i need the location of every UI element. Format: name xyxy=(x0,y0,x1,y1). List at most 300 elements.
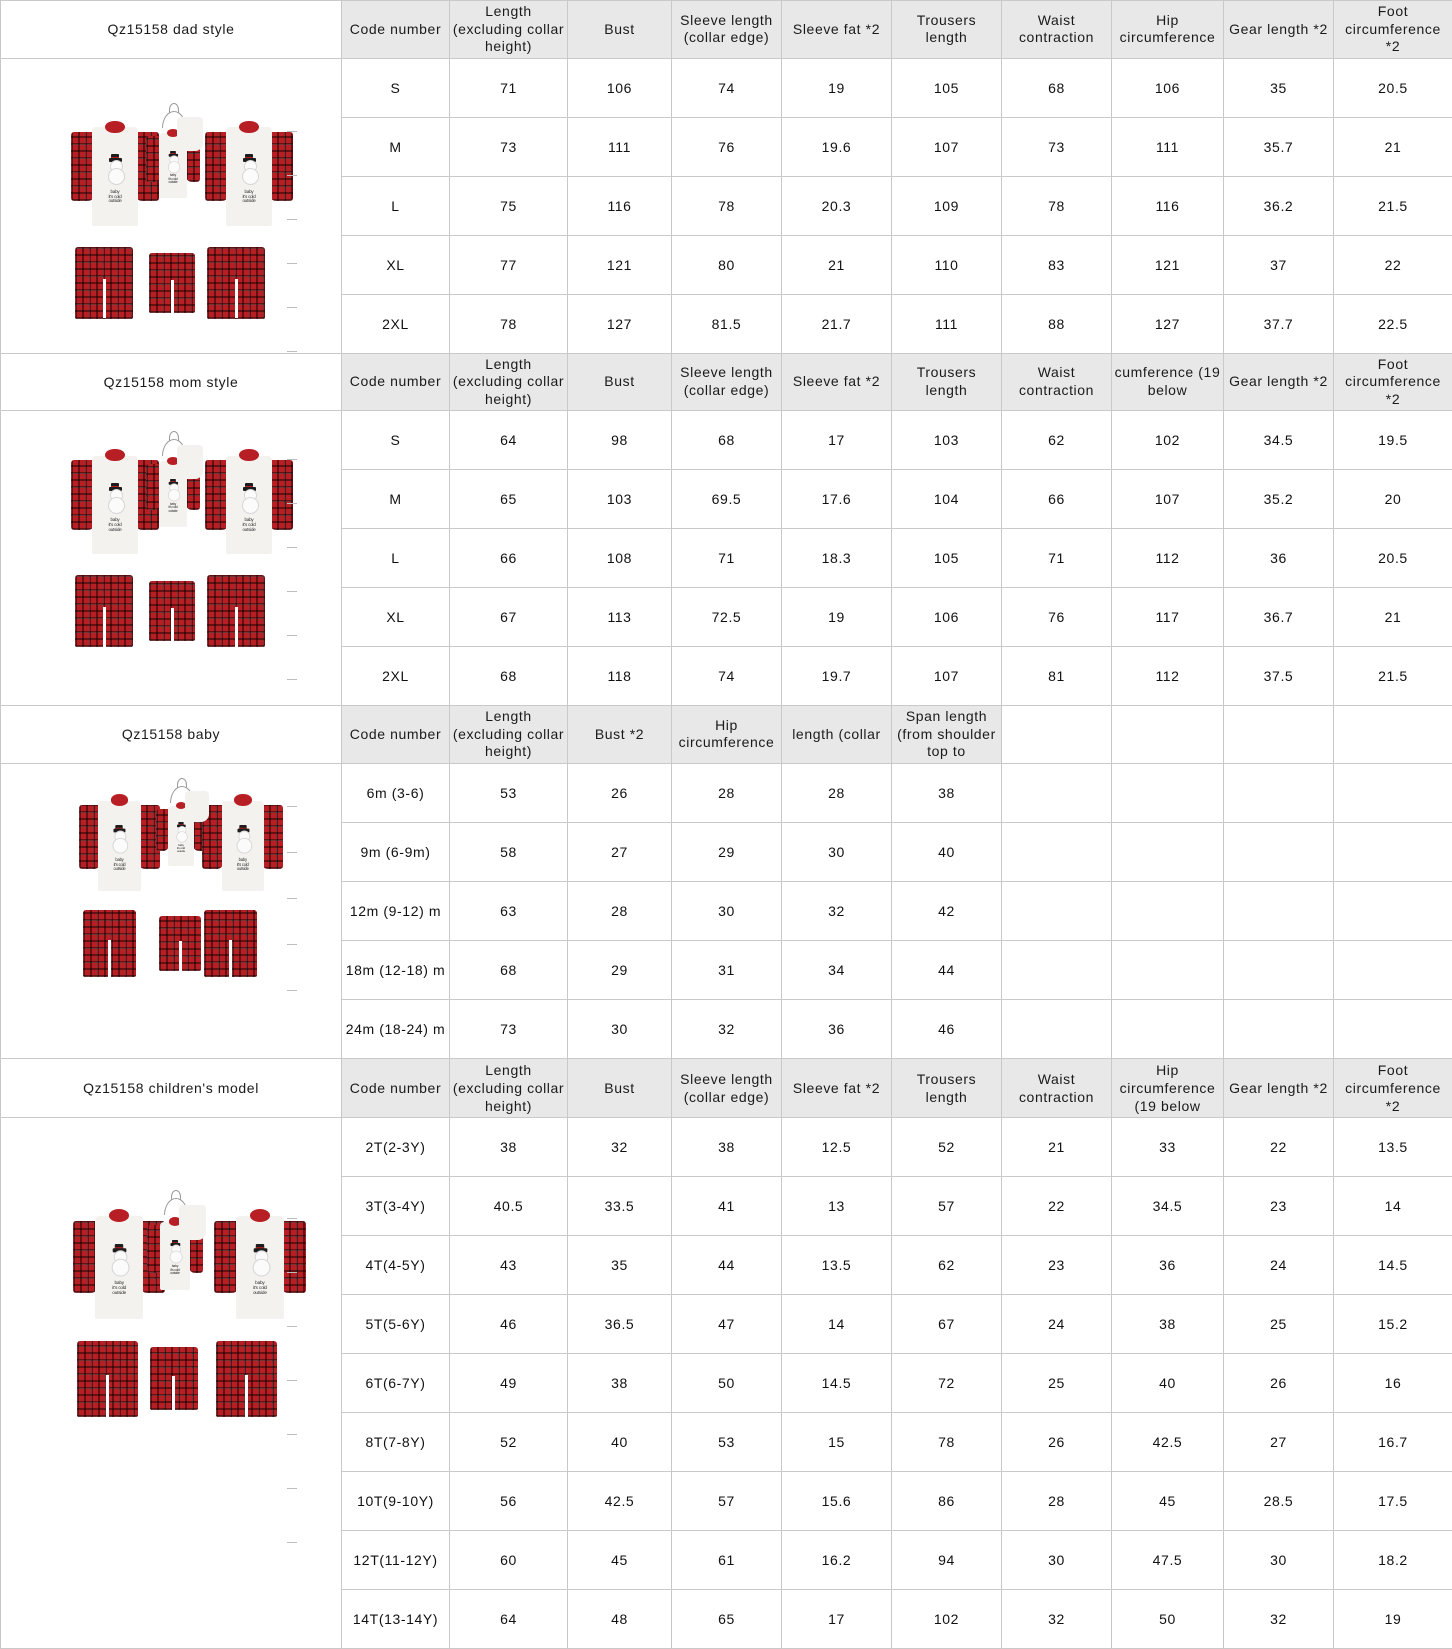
empty-cell xyxy=(1112,881,1224,940)
measurement-cell: 108 xyxy=(568,529,672,588)
table-row xyxy=(1,58,1452,117)
table-row xyxy=(1,763,1452,822)
measurement-cell: 78 xyxy=(672,176,782,235)
measurement-cell: 36 xyxy=(782,999,892,1058)
measurement-cell: 111 xyxy=(892,294,1002,353)
measurement-cell: 22 xyxy=(1002,1177,1112,1236)
section-header-row-children xyxy=(1,1058,1452,1118)
empty-cell xyxy=(1224,881,1334,940)
empty-cell xyxy=(1224,999,1334,1058)
measurement-cell: 71 xyxy=(1002,529,1112,588)
measurement-cell: 29 xyxy=(672,822,782,881)
measurement-cell: 15.6 xyxy=(782,1472,892,1531)
measurement-cell: 19.6 xyxy=(782,117,892,176)
measurement-cell: 30 xyxy=(672,881,782,940)
size-code-cell: 8T(7-8Y) xyxy=(342,1413,450,1472)
measurement-cell: 74 xyxy=(672,58,782,117)
measurement-cell: 103 xyxy=(568,470,672,529)
size-code-cell: 10T(9-10Y) xyxy=(342,1472,450,1531)
column-header: Bust xyxy=(568,1,672,59)
measurement-cell: 31 xyxy=(672,940,782,999)
section-title-mom: Qz15158 mom style xyxy=(1,353,342,411)
measurement-cell: 127 xyxy=(1112,294,1224,353)
family-pajamas-children-photo: baby it's cold outside baby it's cold outside baby it's cold outside xyxy=(3,1120,339,1646)
column-header: Hip circumference xyxy=(672,706,782,764)
empty-cell xyxy=(1002,940,1112,999)
measurement-cell: 40 xyxy=(892,822,1002,881)
measurement-cell: 22.5 xyxy=(1334,294,1452,353)
section-title-children: Qz15158 children's model xyxy=(1,1058,342,1118)
size-code-cell: 5T(5-6Y) xyxy=(342,1295,450,1354)
empty-cell xyxy=(1224,940,1334,999)
empty-cell xyxy=(1112,999,1224,1058)
empty-cell xyxy=(1002,822,1112,881)
measurement-cell: 57 xyxy=(672,1472,782,1531)
measurement-cell: 27 xyxy=(1224,1413,1334,1472)
measurement-cell: 36.7 xyxy=(1224,588,1334,647)
measurement-cell: 64 xyxy=(450,411,568,470)
size-code-cell: XL xyxy=(342,235,450,294)
measurement-cell: 34.5 xyxy=(1224,411,1334,470)
measurement-cell: 53 xyxy=(450,763,568,822)
column-header: Foot circumference *2 xyxy=(1334,1,1452,59)
size-code-cell: S xyxy=(342,58,450,117)
size-code-cell: L xyxy=(342,529,450,588)
column-header: Length (excluding collar height) xyxy=(450,1,568,59)
measurement-cell: 81 xyxy=(1002,647,1112,706)
measurement-cell: 47.5 xyxy=(1112,1531,1224,1590)
column-header: Sleeve length (collar edge) xyxy=(672,1058,782,1118)
measurement-cell: 21.5 xyxy=(1334,176,1452,235)
measurement-cell: 24 xyxy=(1224,1236,1334,1295)
measurement-cell: 13.5 xyxy=(1334,1118,1452,1177)
measurement-cell: 78 xyxy=(892,1413,1002,1472)
empty-cell xyxy=(1002,763,1112,822)
measurement-cell: 73 xyxy=(450,999,568,1058)
measurement-cell: 71 xyxy=(672,529,782,588)
column-header: Foot circumference *2 xyxy=(1334,1058,1452,1118)
measurement-cell: 45 xyxy=(568,1531,672,1590)
measurement-cell: 49 xyxy=(450,1354,568,1413)
measurement-cell: 61 xyxy=(672,1531,782,1590)
measurement-cell: 20.3 xyxy=(782,176,892,235)
size-code-cell: 6m (3-6) xyxy=(342,763,450,822)
measurement-cell: 30 xyxy=(782,822,892,881)
measurement-cell: 38 xyxy=(672,1118,782,1177)
measurement-cell: 26 xyxy=(1002,1413,1112,1472)
column-header: Waist contraction xyxy=(1002,353,1112,411)
empty-cell xyxy=(1112,940,1224,999)
measurement-cell: 69.5 xyxy=(672,470,782,529)
measurement-cell: 40 xyxy=(1112,1354,1224,1413)
measurement-cell: 26 xyxy=(568,763,672,822)
empty-cell xyxy=(1002,881,1112,940)
measurement-cell: 38 xyxy=(568,1354,672,1413)
column-header: Gear length *2 xyxy=(1224,1,1334,59)
column-header: Bust xyxy=(568,1058,672,1118)
column-header: Foot circumference *2 xyxy=(1334,353,1452,411)
size-code-cell: 2XL xyxy=(342,294,450,353)
column-header: Code number xyxy=(342,706,450,764)
measurement-cell: 13.5 xyxy=(782,1236,892,1295)
measurement-cell: 41 xyxy=(672,1177,782,1236)
measurement-cell: 21.7 xyxy=(782,294,892,353)
measurement-cell: 68 xyxy=(672,411,782,470)
measurement-cell: 78 xyxy=(1002,176,1112,235)
measurement-cell: 52 xyxy=(892,1118,1002,1177)
measurement-cell: 106 xyxy=(568,58,672,117)
measurement-cell: 81.5 xyxy=(672,294,782,353)
measurement-cell: 33.5 xyxy=(568,1177,672,1236)
empty-cell xyxy=(1334,763,1452,822)
measurement-cell: 103 xyxy=(892,411,1002,470)
measurement-cell: 16.7 xyxy=(1334,1413,1452,1472)
measurement-cell: 71 xyxy=(450,58,568,117)
column-header: Waist contraction xyxy=(1002,1,1112,59)
measurement-cell: 29 xyxy=(568,940,672,999)
measurement-cell: 102 xyxy=(1112,411,1224,470)
size-code-cell: 9m (6-9m) xyxy=(342,822,450,881)
measurement-cell: 18.2 xyxy=(1334,1531,1452,1590)
measurement-cell: 23 xyxy=(1224,1177,1334,1236)
measurement-cell: 107 xyxy=(892,117,1002,176)
measurement-cell: 17.5 xyxy=(1334,1472,1452,1531)
column-header: Sleeve fat *2 xyxy=(782,1,892,59)
empty-header-cell xyxy=(1002,706,1112,764)
measurement-cell: 40 xyxy=(568,1413,672,1472)
column-header: Sleeve length (collar edge) xyxy=(672,353,782,411)
measurement-cell: 17 xyxy=(782,1590,892,1649)
empty-header-cell xyxy=(1112,706,1224,764)
measurement-cell: 37.5 xyxy=(1224,647,1334,706)
section-title-baby: Qz15158 baby xyxy=(1,706,342,764)
section-header-row-baby xyxy=(1,706,1452,764)
measurement-cell: 60 xyxy=(450,1531,568,1590)
empty-cell xyxy=(1334,822,1452,881)
column-header: Sleeve fat *2 xyxy=(782,353,892,411)
measurement-cell: 14.5 xyxy=(782,1354,892,1413)
measurement-cell: 24 xyxy=(1002,1295,1112,1354)
family-pajamas-mom-photo: baby it's cold outside baby it's cold outside baby it's cold outside xyxy=(3,413,339,703)
measurement-cell: 111 xyxy=(568,117,672,176)
section-header-row-dad xyxy=(1,1,1452,59)
measurement-cell: 106 xyxy=(892,588,1002,647)
measurement-cell: 13 xyxy=(782,1177,892,1236)
measurement-cell: 28 xyxy=(1002,1472,1112,1531)
measurement-cell: 32 xyxy=(568,1118,672,1177)
measurement-cell: 32 xyxy=(1224,1590,1334,1649)
measurement-cell: 21 xyxy=(1002,1118,1112,1177)
measurement-cell: 20.5 xyxy=(1334,529,1452,588)
measurement-cell: 62 xyxy=(1002,411,1112,470)
size-code-cell: 14T(13-14Y) xyxy=(342,1590,450,1649)
measurement-cell: 64 xyxy=(450,1590,568,1649)
measurement-cell: 74 xyxy=(672,647,782,706)
measurement-cell: 14 xyxy=(1334,1177,1452,1236)
column-header: Code number xyxy=(342,353,450,411)
empty-cell xyxy=(1224,763,1334,822)
measurement-cell: 20.5 xyxy=(1334,58,1452,117)
measurement-cell: 36 xyxy=(1112,1236,1224,1295)
measurement-cell: 36.5 xyxy=(568,1295,672,1354)
measurement-cell: 18.3 xyxy=(782,529,892,588)
measurement-cell: 112 xyxy=(1112,647,1224,706)
family-pajamas-baby-photo: baby it's cold outside baby it's cold outside baby it's cold outside xyxy=(3,766,339,1056)
measurement-cell: 15 xyxy=(782,1413,892,1472)
measurement-cell: 45 xyxy=(1112,1472,1224,1531)
measurement-cell: 65 xyxy=(450,470,568,529)
measurement-cell: 58 xyxy=(450,822,568,881)
measurement-cell: 23 xyxy=(1002,1236,1112,1295)
measurement-cell: 37.7 xyxy=(1224,294,1334,353)
measurement-cell: 48 xyxy=(568,1590,672,1649)
measurement-cell: 86 xyxy=(892,1472,1002,1531)
measurement-cell: 98 xyxy=(568,411,672,470)
measurement-cell: 19.5 xyxy=(1334,411,1452,470)
measurement-cell: 30 xyxy=(1224,1531,1334,1590)
size-code-cell: S xyxy=(342,411,450,470)
measurement-cell: 52 xyxy=(450,1413,568,1472)
measurement-cell: 34 xyxy=(782,940,892,999)
measurement-cell: 113 xyxy=(568,588,672,647)
column-header: length (collar xyxy=(782,706,892,764)
measurement-cell: 35.2 xyxy=(1224,470,1334,529)
measurement-cell: 19 xyxy=(1334,1590,1452,1649)
measurement-cell: 28 xyxy=(672,763,782,822)
measurement-cell: 28 xyxy=(782,763,892,822)
measurement-cell: 57 xyxy=(892,1177,1002,1236)
measurement-cell: 53 xyxy=(672,1413,782,1472)
column-header: Length (excluding collar height) xyxy=(450,1058,568,1118)
empty-cell xyxy=(1112,822,1224,881)
size-code-cell: M xyxy=(342,470,450,529)
table-row xyxy=(1,411,1452,470)
measurement-cell: 20 xyxy=(1334,470,1452,529)
measurement-cell: 40.5 xyxy=(450,1177,568,1236)
column-header: Sleeve fat *2 xyxy=(782,1058,892,1118)
column-header: Trousers length xyxy=(892,1058,1002,1118)
column-header: Code number xyxy=(342,1058,450,1118)
measurement-cell: 107 xyxy=(892,647,1002,706)
measurement-cell: 72 xyxy=(892,1354,1002,1413)
measurement-cell: 44 xyxy=(672,1236,782,1295)
empty-header-cell xyxy=(1224,706,1334,764)
column-header: Hip circumference (19 below xyxy=(1112,1058,1224,1118)
measurement-cell: 35 xyxy=(568,1236,672,1295)
measurement-cell: 44 xyxy=(892,940,1002,999)
measurement-cell: 25 xyxy=(1002,1354,1112,1413)
measurement-cell: 88 xyxy=(1002,294,1112,353)
measurement-cell: 43 xyxy=(450,1236,568,1295)
column-header: Gear length *2 xyxy=(1224,1058,1334,1118)
measurement-cell: 110 xyxy=(892,235,1002,294)
measurement-cell: 27 xyxy=(568,822,672,881)
measurement-cell: 106 xyxy=(1112,58,1224,117)
measurement-cell: 63 xyxy=(450,881,568,940)
measurement-cell: 109 xyxy=(892,176,1002,235)
size-code-cell: 12T(11-12Y) xyxy=(342,1531,450,1590)
size-code-cell: M xyxy=(342,117,450,176)
measurement-cell: 33 xyxy=(1112,1118,1224,1177)
measurement-cell: 19 xyxy=(782,58,892,117)
measurement-cell: 30 xyxy=(1002,1531,1112,1590)
column-header: Gear length *2 xyxy=(1224,353,1334,411)
column-header: Sleeve length (collar edge) xyxy=(672,1,782,59)
column-header: Trousers length xyxy=(892,353,1002,411)
measurement-cell: 17.6 xyxy=(782,470,892,529)
measurement-cell: 14.5 xyxy=(1334,1236,1452,1295)
measurement-cell: 26 xyxy=(1224,1354,1334,1413)
measurement-cell: 21 xyxy=(782,235,892,294)
column-header: Length (excluding collar height) xyxy=(450,706,568,764)
measurement-cell: 116 xyxy=(1112,176,1224,235)
measurement-cell: 76 xyxy=(672,117,782,176)
measurement-cell: 117 xyxy=(1112,588,1224,647)
measurement-cell: 19.7 xyxy=(782,647,892,706)
measurement-cell: 105 xyxy=(892,58,1002,117)
section-header-row-mom xyxy=(1,353,1452,411)
measurement-cell: 25 xyxy=(1224,1295,1334,1354)
product-image-cell-mom xyxy=(1,411,342,706)
column-header: Waist contraction xyxy=(1002,1058,1112,1118)
measurement-cell: 76 xyxy=(1002,588,1112,647)
measurement-cell: 21.5 xyxy=(1334,647,1452,706)
measurement-cell: 121 xyxy=(1112,235,1224,294)
measurement-cell: 102 xyxy=(892,1590,1002,1649)
column-header: Code number xyxy=(342,1,450,59)
measurement-cell: 68 xyxy=(450,647,568,706)
measurement-cell: 19 xyxy=(782,588,892,647)
measurement-cell: 37 xyxy=(1224,235,1334,294)
measurement-cell: 65 xyxy=(672,1590,782,1649)
measurement-cell: 121 xyxy=(568,235,672,294)
measurement-cell: 72.5 xyxy=(672,588,782,647)
measurement-cell: 14 xyxy=(782,1295,892,1354)
measurement-cell: 32 xyxy=(1002,1590,1112,1649)
column-header: Length (excluding collar height) xyxy=(450,353,568,411)
size-code-cell: 3T(3-4Y) xyxy=(342,1177,450,1236)
size-code-cell: 2T(2-3Y) xyxy=(342,1118,450,1177)
measurement-cell: 38 xyxy=(892,763,1002,822)
column-header: Trousers length xyxy=(892,1,1002,59)
measurement-cell: 38 xyxy=(1112,1295,1224,1354)
measurement-cell: 22 xyxy=(1334,235,1452,294)
size-chart-body xyxy=(1,1,1452,1649)
measurement-cell: 66 xyxy=(1002,470,1112,529)
measurement-cell: 77 xyxy=(450,235,568,294)
section-title-dad: Qz15158 dad style xyxy=(1,1,342,59)
size-code-cell: 2XL xyxy=(342,647,450,706)
size-code-cell: 6T(6-7Y) xyxy=(342,1354,450,1413)
measurement-cell: 32 xyxy=(672,999,782,1058)
measurement-cell: 32 xyxy=(782,881,892,940)
empty-cell xyxy=(1224,822,1334,881)
measurement-cell: 46 xyxy=(450,1295,568,1354)
measurement-cell: 56 xyxy=(450,1472,568,1531)
measurement-cell: 68 xyxy=(450,940,568,999)
measurement-cell: 36.2 xyxy=(1224,176,1334,235)
measurement-cell: 68 xyxy=(1002,58,1112,117)
size-code-cell: 12m (9-12) m xyxy=(342,881,450,940)
measurement-cell: 35 xyxy=(1224,58,1334,117)
measurement-cell: 16 xyxy=(1334,1354,1452,1413)
family-pajamas-dad-photo: baby it's cold outside baby it's cold outside baby it's cold outside xyxy=(3,61,339,351)
product-image-cell-baby xyxy=(1,763,342,1058)
measurement-cell: 17 xyxy=(782,411,892,470)
measurement-cell: 127 xyxy=(568,294,672,353)
measurement-cell: 105 xyxy=(892,529,1002,588)
measurement-cell: 50 xyxy=(672,1354,782,1413)
measurement-cell: 73 xyxy=(1002,117,1112,176)
measurement-cell: 73 xyxy=(450,117,568,176)
product-image-cell-children xyxy=(1,1118,342,1649)
measurement-cell: 111 xyxy=(1112,117,1224,176)
measurement-cell: 67 xyxy=(450,588,568,647)
measurement-cell: 107 xyxy=(1112,470,1224,529)
empty-cell xyxy=(1112,763,1224,822)
measurement-cell: 112 xyxy=(1112,529,1224,588)
table-row xyxy=(1,1118,1452,1177)
measurement-cell: 94 xyxy=(892,1531,1002,1590)
measurement-cell: 83 xyxy=(1002,235,1112,294)
measurement-cell: 62 xyxy=(892,1236,1002,1295)
empty-header-cell xyxy=(1334,706,1452,764)
measurement-cell: 78 xyxy=(450,294,568,353)
size-code-cell: 24m (18-24) m xyxy=(342,999,450,1058)
column-header: Hip circumference xyxy=(1112,1,1224,59)
measurement-cell: 46 xyxy=(892,999,1002,1058)
column-header: cumference (19 below xyxy=(1112,353,1224,411)
empty-cell xyxy=(1334,881,1452,940)
measurement-cell: 28 xyxy=(568,881,672,940)
measurement-cell: 15.2 xyxy=(1334,1295,1452,1354)
measurement-cell: 35.7 xyxy=(1224,117,1334,176)
measurement-cell: 67 xyxy=(892,1295,1002,1354)
measurement-cell: 118 xyxy=(568,647,672,706)
measurement-cell: 21 xyxy=(1334,588,1452,647)
size-code-cell: XL xyxy=(342,588,450,647)
column-header: Bust xyxy=(568,353,672,411)
size-code-cell: 18m (12-18) m xyxy=(342,940,450,999)
measurement-cell: 104 xyxy=(892,470,1002,529)
measurement-cell: 36 xyxy=(1224,529,1334,588)
column-header: Bust *2 xyxy=(568,706,672,764)
measurement-cell: 22 xyxy=(1224,1118,1334,1177)
empty-cell xyxy=(1334,940,1452,999)
measurement-cell: 38 xyxy=(450,1118,568,1177)
measurement-cell: 75 xyxy=(450,176,568,235)
measurement-cell: 47 xyxy=(672,1295,782,1354)
measurement-cell: 50 xyxy=(1112,1590,1224,1649)
measurement-cell: 42.5 xyxy=(1112,1413,1224,1472)
measurement-cell: 42.5 xyxy=(568,1472,672,1531)
measurement-cell: 28.5 xyxy=(1224,1472,1334,1531)
measurement-cell: 12.5 xyxy=(782,1118,892,1177)
measurement-cell: 66 xyxy=(450,529,568,588)
measurement-cell: 42 xyxy=(892,881,1002,940)
column-header: Span length (from shoulder top to xyxy=(892,706,1002,764)
measurement-cell: 34.5 xyxy=(1112,1177,1224,1236)
size-code-cell: L xyxy=(342,176,450,235)
measurement-cell: 80 xyxy=(672,235,782,294)
measurement-cell: 21 xyxy=(1334,117,1452,176)
measurement-cell: 30 xyxy=(568,999,672,1058)
measurement-cell: 16.2 xyxy=(782,1531,892,1590)
product-image-cell-dad xyxy=(1,58,342,353)
measurement-cell: 116 xyxy=(568,176,672,235)
empty-cell xyxy=(1334,999,1452,1058)
empty-cell xyxy=(1002,999,1112,1058)
